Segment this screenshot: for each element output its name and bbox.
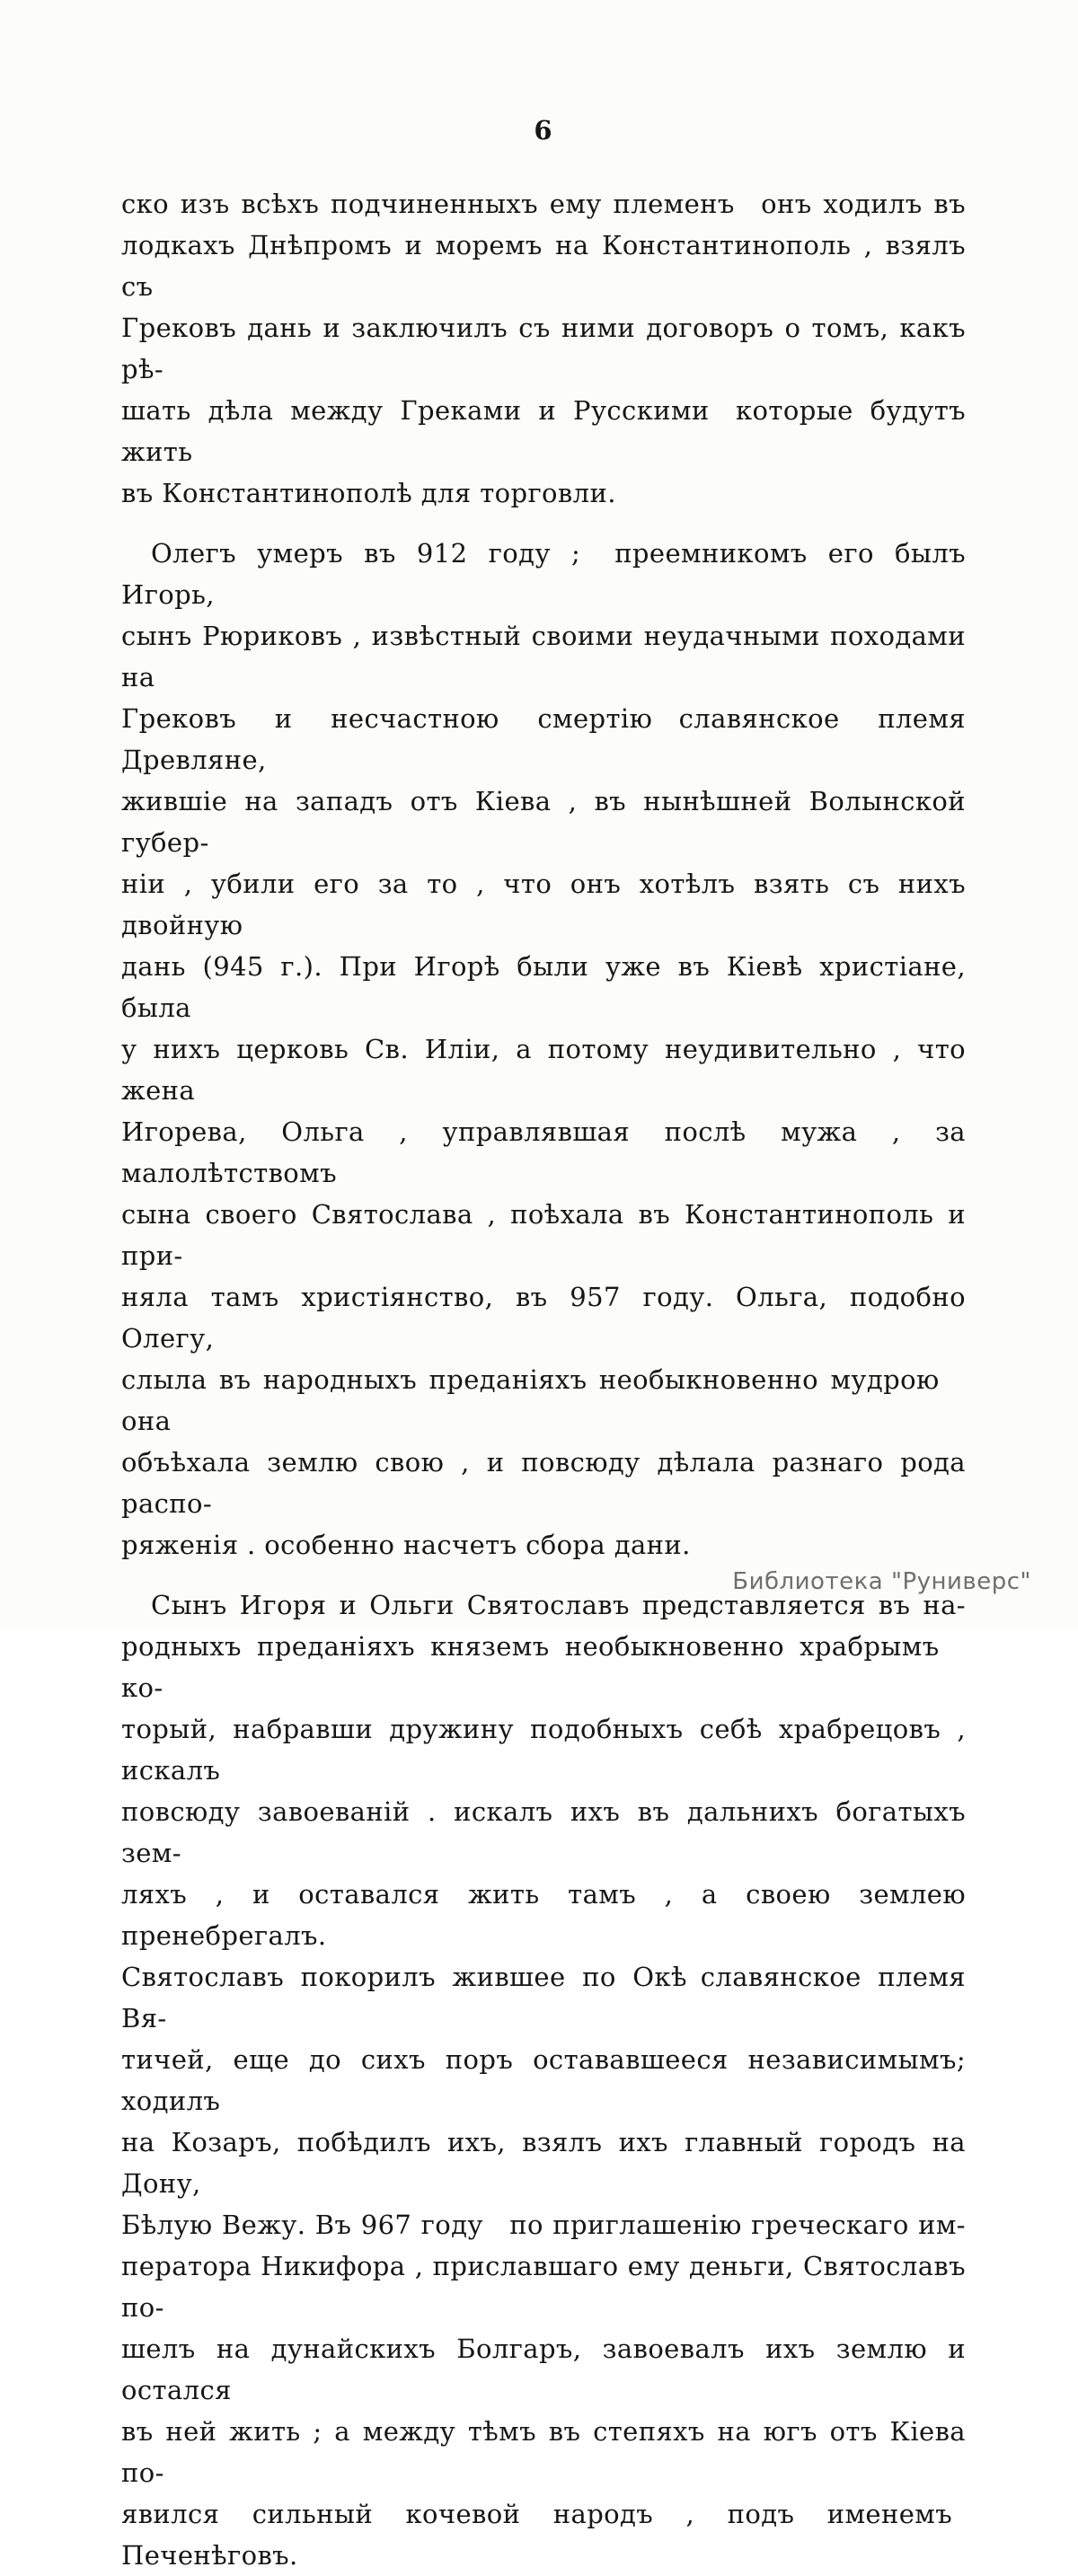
paragraph xyxy=(121,1584,966,2576)
text-line: явился сильный кочевой народъ , подъ именемъ Печенѣговъ. xyxy=(121,2499,966,2571)
text-line: ніи , убили его за то , что онъ хотѣлъ взять съ нихъ двойную xyxy=(121,869,966,940)
text-line: Бѣлую Вежу. Въ 967 году по приглашенію греческаго им- xyxy=(121,2210,966,2240)
text-line: ряженія . особенно насчетъ сбора дани. xyxy=(121,1530,691,1560)
text-line: шелъ на дунайскихъ Болгаръ, завоевалъ ихъ землю и остался xyxy=(121,2333,966,2405)
text-line: родныхъ преданіяхъ княземъ необыкновенно храбрымъ ко- xyxy=(121,1631,966,1703)
text-line: Олегъ умеръ въ 912 году ; преемникомъ его былъ Игорь, xyxy=(121,538,966,610)
text-line: сына своего Святослава , поѣхала въ Константинополь и при- xyxy=(121,1199,966,1271)
text-line: Грековъ дань и заключилъ съ ними договоръ о томъ, какъ рѣ- xyxy=(121,313,966,384)
text-line: торый, набравши дружину подобныхъ себѣ храбрецовъ , искалъ xyxy=(121,1714,966,1786)
paragraph xyxy=(121,183,966,514)
text-line: ператора Никифора , приславшаго ему деньги, Святославъ по- xyxy=(121,2251,966,2323)
library-watermark: Библиотека "Руниверс" xyxy=(732,1568,1031,1595)
text-line: жившіе на западъ отъ Кіева , въ нынѣшней Волынской губер- xyxy=(121,786,966,858)
paragraph xyxy=(121,533,966,1566)
text-line: Сынъ Игоря и Ольги Святославъ представляется въ на- xyxy=(151,1590,966,1620)
text-block xyxy=(121,183,966,2576)
text-line: ляхъ , и оставался жить тамъ , а своею землею пренебрегалъ. xyxy=(121,1879,966,1951)
text-line: у нихъ церковь Св. Иліи, а потому неудивительно , что жена xyxy=(121,1034,966,1106)
text-line: шать дѣла между Греками и Русскими которые будутъ жить xyxy=(121,395,966,467)
text-line: лодкахъ Днѣпромъ и моремъ на Константинополь , взялъ съ xyxy=(121,230,966,302)
text-line: Святославъ покорилъ жившее по Окѣ славянское племя Вя- xyxy=(121,1962,966,2033)
text-line: въ Константинополѣ для торговли. xyxy=(121,478,616,508)
text-line: тичей, еще до сихъ поръ остававшееся независимымъ; ходилъ xyxy=(121,2044,966,2116)
text-line: Игорева, Ольга , управлявшая послѣ мужа , за малолѣтствомъ xyxy=(121,1116,966,1188)
text-line: объѣхала землю свою , и повсюду дѣлала разнаго рода распо- xyxy=(121,1447,966,1519)
text-line: Грековъ и несчастною смертію славянское племя Древляне, xyxy=(121,703,966,775)
page-number: 6 xyxy=(534,115,553,146)
text-line: на Козаръ, побѣдилъ ихъ, взялъ ихъ главный городъ на Дону, xyxy=(121,2127,966,2199)
text-line: няла тамъ христіянство, въ 957 году. Ольга, подобно Олегу, xyxy=(121,1282,966,1354)
text-line: въ ней жить ; а между тѣмъ въ степяхъ на югъ отъ Кіева по- xyxy=(121,2416,966,2488)
text-line: ско изъ всѣхъ подчиненныхъ ему племенъ онъ ходилъ въ xyxy=(121,189,966,219)
text-line: дань (945 г.). При Игорѣ были уже въ Кіевѣ христіане, была xyxy=(121,951,966,1023)
text-line: повсюду завоеваній . искалъ ихъ въ дальнихъ богатыхъ зем- xyxy=(121,1796,966,1868)
text-line: слыла въ народныхъ преданіяхъ необыкновенно мудрою она xyxy=(121,1364,966,1436)
text-line: сынъ Рюриковъ , извѣстный своими неудачными походами на xyxy=(121,621,966,693)
